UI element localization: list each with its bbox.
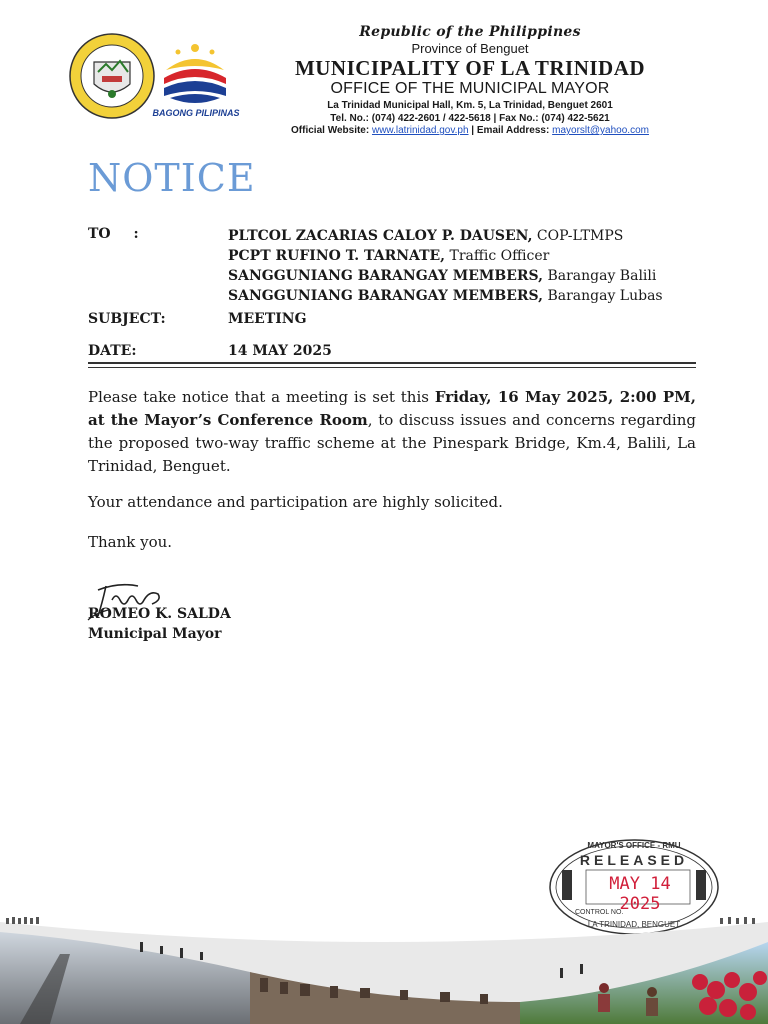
recipient-role: Barangay Balili [543,268,657,284]
subject-label: SUBJECT: [88,311,166,327]
recipient-name: PLTCOL ZACARIAS CALOY P. DAUSEN, [228,228,533,244]
recipient-role: Barangay Lubas [543,288,663,304]
divider-rule [88,367,696,368]
email-link[interactable]: mayorslt@yahoo.com [552,125,649,136]
attendance-paragraph: Your attendance and participation are highly solicited. [88,493,503,511]
bagong-pilipinas-logo [156,36,234,108]
website-label: Official Website: [291,125,372,136]
municipality-heading: MUNICIPALITY OF LA TRINIDAD [294,56,646,80]
province-heading: Province of Benguet [411,41,529,56]
meeting-details: Friday, 16 May 2025, 2:00 PM, at the Mayor’s Conference Room [88,388,696,429]
stamp-date: MAY 14 2025 [609,874,671,914]
body-text: , to discuss issues and concerns regarding the proposed two-way traffic scheme at the Pinespark Bridge, Km.4, Balili, La Trinidad, Benguet. [88,411,696,475]
recipient-name: SANGGUNIANG BARANGAY MEMBERS, [228,288,543,304]
recipient-item [228,246,663,266]
recipient-name: PCPT RUFINO T. TARNATE, [228,248,446,264]
stamp-office: MAYOR'S OFFICE - RMU [587,841,681,850]
divider-rule [88,362,696,364]
to-colon: : [133,226,139,242]
date-value: 14 MAY 2025 [228,343,332,359]
thanks-paragraph: Thank you. [88,533,173,551]
to-label-text: TO [88,226,111,242]
signatory-title: Municipal Mayor [88,626,222,642]
telephone-line: Tel. No.: (074) 422-2601 / 422-5618 | Fax No.: (074) 422-5621 [330,113,610,124]
date-label: DATE: [88,343,137,359]
body-text: Please take notice that a meeting is set this [88,388,435,406]
municipal-seal-logo [68,32,156,120]
recipient-name: SANGGUNIANG BARANGAY MEMBERS, [228,268,543,284]
recipient-list [228,226,663,306]
recipient-item [228,286,663,306]
office-heading: OFFICE OF THE MUNICIPAL MAYOR [330,80,610,97]
recipient-role: Traffic Officer [445,248,550,264]
notice-title: NOTICE [88,156,256,200]
body-paragraph [88,386,696,478]
address-line: La Trinidad Municipal Hall, Km. 5, La Trinidad, Benguet 2601 [327,100,613,111]
stamp-place: LA TRINIDAD, BENGUET [587,920,681,929]
recipient-item [228,226,663,246]
contact-line [250,125,690,136]
recipient-role: COP-LTMPS [532,228,624,244]
stamp-control-no: CONTROL NO. [575,909,624,916]
bagong-pilipinas-text: BAGONG PILIPINAS [152,108,240,118]
stamp-released: RELEASED [579,852,689,868]
email-label: | Email Address: [468,125,553,136]
to-label [88,226,139,242]
website-link[interactable]: www.latrinidad.gov.ph [371,125,469,136]
republic-heading: Republic of the Philippines [359,24,581,40]
footer-photo-banner [0,912,768,1024]
subject-value: MEETING [228,311,307,327]
recipient-item [228,266,663,286]
signatory-name: ROMEO K. SALDA [88,606,231,622]
